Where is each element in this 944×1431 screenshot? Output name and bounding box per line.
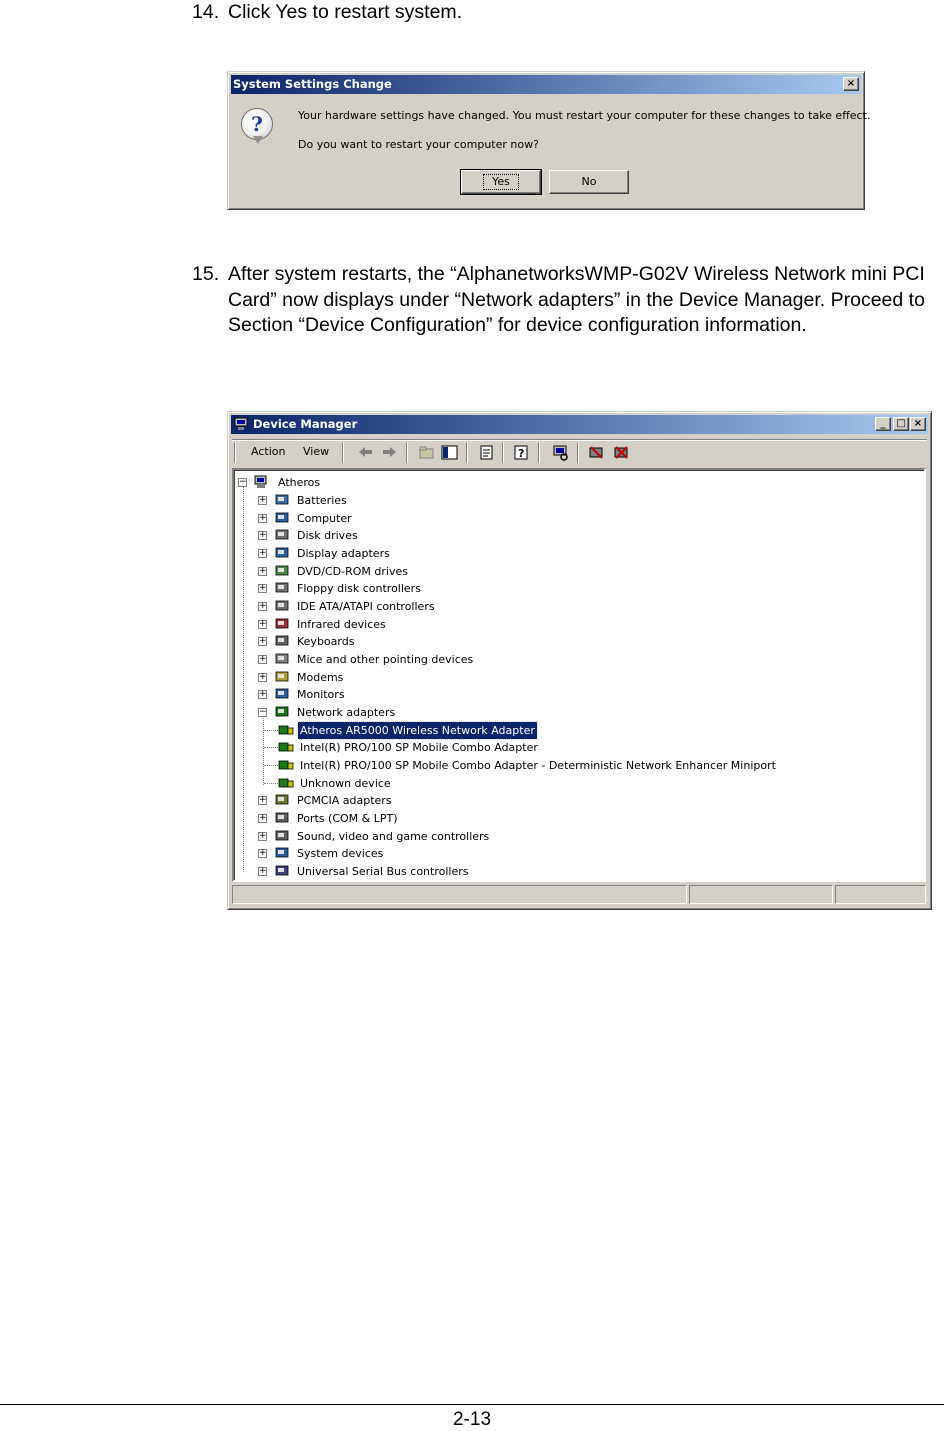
page-number: 2-13	[452, 1409, 492, 1430]
sound-icon	[275, 829, 291, 843]
tree-category-label: DVD/CD-ROM drives	[297, 564, 408, 578]
close-icon[interactable]: ×	[910, 417, 926, 431]
computer-icon	[275, 511, 291, 525]
pcmcia-icon	[275, 793, 291, 807]
cdrom-icon	[275, 564, 291, 578]
tree-connector	[264, 747, 278, 748]
expand-icon[interactable]: +	[259, 495, 267, 505]
no-button-label: No	[581, 175, 597, 188]
tree-category-label: Network adapters	[297, 705, 396, 719]
toolbar-separator	[577, 443, 579, 463]
keyboard-icon	[275, 634, 291, 648]
device-manager-window	[227, 411, 932, 910]
maximize-icon[interactable]: □	[893, 417, 909, 431]
tree-category-label: Mice and other pointing devices	[297, 652, 474, 666]
tree-category-label: Batteries	[297, 494, 347, 507]
status-pane	[232, 885, 687, 904]
tree-device-label: Unknown device	[300, 776, 391, 790]
tree-category-label: Disk drives	[297, 529, 358, 543]
floppy-controller-icon	[275, 581, 291, 595]
svg-text:?: ?	[518, 447, 525, 460]
toolbar-grip	[234, 443, 236, 463]
question-icon: ?	[241, 108, 273, 140]
expand-icon[interactable]: +	[259, 653, 267, 664]
minimize-icon[interactable]: _	[875, 417, 891, 431]
expand-icon[interactable]: +	[259, 618, 267, 629]
yes-button[interactable]	[461, 170, 541, 194]
step-number: 14.	[192, 1, 220, 23]
toolbar-separator	[466, 443, 468, 463]
tree-connector	[263, 718, 264, 785]
tree-device-label: Intel(R) PRO/100 SP Mobile Combo Adapter - Deterministic Network Enhancer Miniport	[300, 758, 776, 772]
question-icon-tail	[253, 136, 263, 144]
expand-icon[interactable]: +	[259, 848, 267, 859]
tree-category-label: Ports (COM & LPT)	[297, 811, 398, 825]
device-tree[interactable]	[232, 468, 926, 882]
tree-category-label: Monitors	[297, 688, 345, 702]
expand-icon[interactable]: +	[259, 812, 267, 823]
modem-icon	[275, 670, 291, 684]
tree-category-label: IDE ATA/ATAPI controllers	[297, 599, 435, 613]
tree-category-label: Universal Serial Bus controllers	[297, 864, 469, 878]
monitor-icon	[275, 687, 291, 701]
device-manager-icon	[234, 417, 250, 431]
scan-hardware-icon[interactable]	[552, 444, 569, 461]
dialog-message: Your hardware settings have changed. You must restart your computer for these changes to take effect.	[298, 109, 871, 122]
expand-icon[interactable]: +	[259, 689, 267, 700]
network-adapter-icon	[278, 723, 294, 737]
expand-icon[interactable]: +	[259, 865, 267, 876]
expand-icon[interactable]: +	[259, 600, 267, 611]
collapse-icon[interactable]: −	[259, 706, 267, 717]
yes-button-label: Yes	[483, 174, 519, 190]
network-adapter-icon	[278, 776, 294, 790]
tree-category-label: Computer	[297, 511, 352, 525]
network-adapter-icon	[278, 758, 294, 772]
dialog-titlebar	[231, 75, 861, 94]
tree-category-label: Sound, video and game controllers	[297, 829, 490, 843]
step-text: Click Yes to restart system.	[228, 1, 463, 23]
tree-category-label: PCMCIA adapters	[297, 794, 392, 808]
ide-controller-icon	[275, 599, 291, 613]
infrared-icon	[275, 617, 291, 631]
help-icon[interactable]	[513, 444, 530, 461]
uninstall-icon[interactable]	[588, 444, 605, 461]
expand-icon[interactable]: +	[259, 671, 267, 682]
tree-connector	[264, 783, 278, 784]
footer-rule	[0, 1404, 944, 1405]
tree-category-label: Display adapters	[297, 546, 390, 560]
system-settings-change-dialog	[227, 71, 871, 210]
system-device-icon	[275, 846, 291, 860]
mouse-icon	[275, 652, 291, 666]
battery-icon	[275, 493, 291, 507]
step-text: After system restarts, the “AlphanetworksWMP-G02V Wireless Network mini PCI Card” now displays under “Network adapters” in the Device Manager. Proceed to Section “Device Configuration” for device configuration information.	[228, 263, 925, 337]
expand-icon[interactable]: +	[259, 795, 267, 806]
expand-icon[interactable]: +	[259, 530, 267, 541]
expand-icon[interactable]: +	[259, 830, 267, 841]
toolbar-separator	[538, 443, 540, 463]
properties-icon[interactable]	[478, 444, 495, 461]
port-icon	[275, 811, 291, 825]
toolbar-separator	[342, 443, 344, 463]
tree-connector	[264, 765, 278, 766]
toolbar-separator	[406, 443, 408, 463]
tree-category-label: System devices	[297, 847, 384, 861]
usb-icon	[275, 864, 291, 878]
tree-category-label: Floppy disk controllers	[297, 582, 421, 596]
tree-category-label: Modems	[297, 670, 344, 684]
disk-drive-icon	[275, 528, 291, 542]
device-manager-titlebar	[231, 415, 928, 434]
network-adapter-icon	[278, 740, 294, 754]
step-number: 15.	[192, 263, 220, 285]
close-icon[interactable]: ×	[843, 77, 859, 91]
device-manager-title: Device Manager	[253, 417, 358, 431]
expand-icon[interactable]: +	[259, 512, 267, 523]
expand-icon[interactable]: +	[259, 583, 267, 594]
forward-icon[interactable]	[381, 444, 398, 461]
menu-action[interactable]: Action	[251, 445, 286, 458]
back-icon[interactable]	[357, 444, 374, 461]
expand-icon[interactable]: +	[259, 636, 267, 647]
tree-category-label: Infrared devices	[297, 617, 386, 631]
collapse-icon[interactable]: −	[239, 477, 247, 487]
no-button[interactable]	[549, 170, 629, 194]
status-pane	[689, 885, 833, 904]
dialog-title: System Settings Change	[233, 77, 392, 91]
menu-view[interactable]: View	[303, 445, 330, 458]
tree-device-label: Atheros AR5000 Wireless Network Adapter	[300, 723, 535, 737]
disable-icon[interactable]	[613, 444, 630, 461]
dialog-question: Do you want to restart your computer now?	[298, 138, 539, 151]
tree-category-label: Keyboards	[297, 635, 355, 649]
show-hide-tree-icon[interactable]	[441, 444, 458, 461]
status-bar	[232, 883, 927, 905]
tree-connector	[243, 487, 244, 872]
tree-root-label: Atheros	[278, 476, 321, 489]
network-adapter-icon	[275, 705, 291, 719]
expand-icon[interactable]: +	[259, 547, 267, 558]
expand-icon[interactable]: +	[259, 565, 267, 576]
display-adapter-icon	[275, 546, 291, 560]
status-pane	[835, 885, 926, 904]
tree-connector	[264, 730, 278, 731]
up-folder-icon[interactable]	[418, 444, 435, 461]
toolbar-separator	[502, 443, 504, 463]
computer-icon	[254, 475, 270, 489]
menu-toolbar	[232, 439, 927, 465]
tree-device-label: Intel(R) PRO/100 SP Mobile Combo Adapter	[300, 741, 538, 755]
